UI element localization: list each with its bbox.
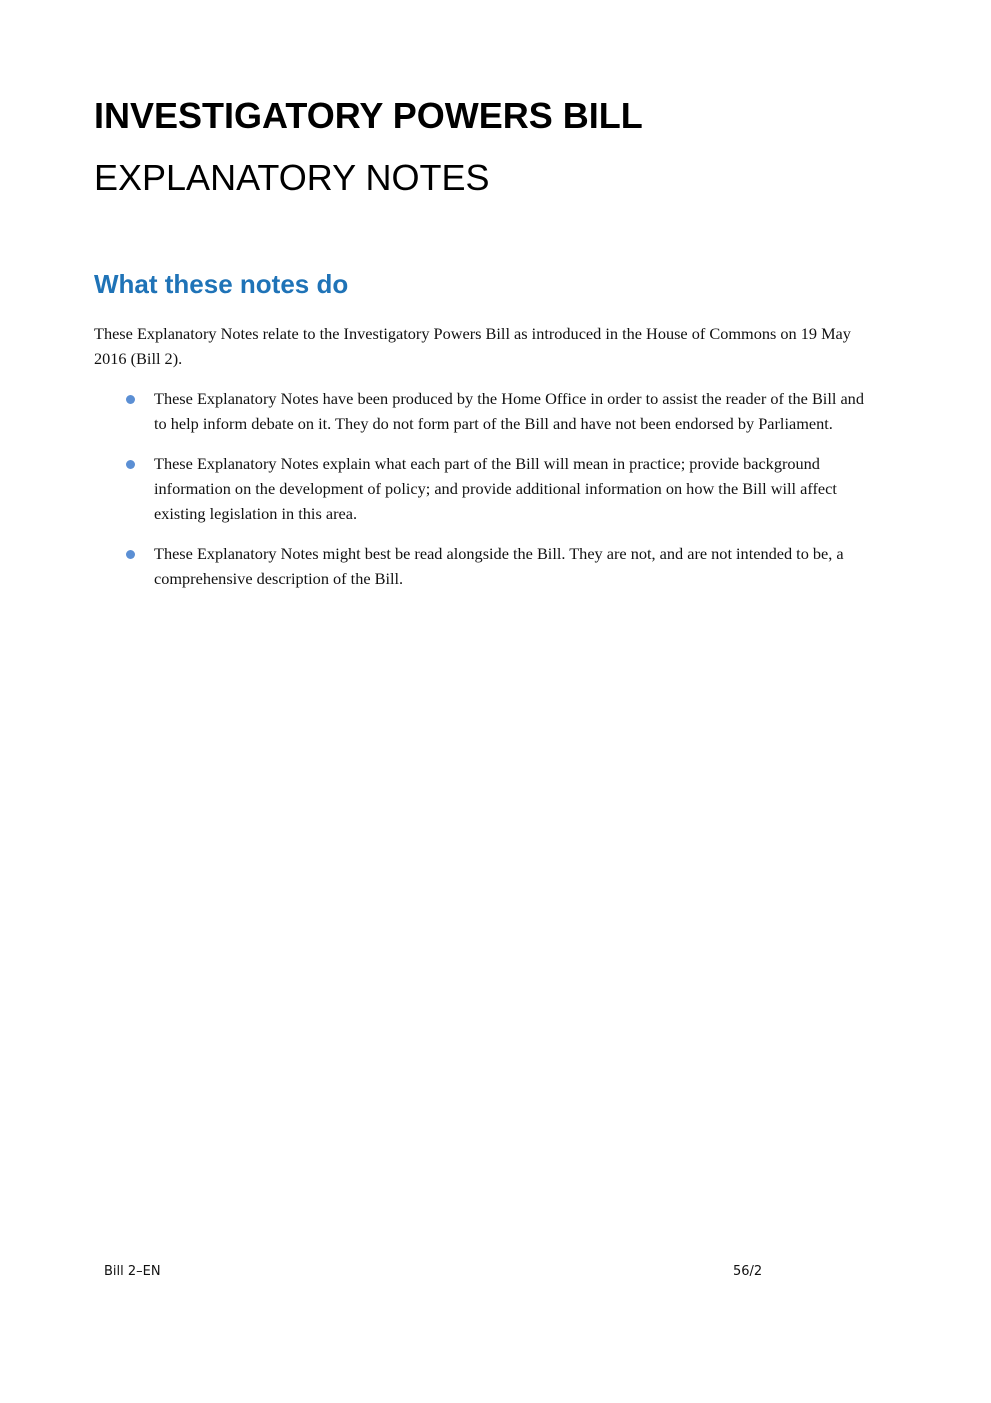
bullet-dot-icon <box>126 550 135 559</box>
bullet-item-3 <box>124 541 864 591</box>
bullet-dot-icon <box>126 395 135 404</box>
bullet-item-2 <box>124 451 864 526</box>
bullet-dot-icon <box>126 460 135 469</box>
footer-bill-reference: Bill 2–EN <box>104 1264 161 1279</box>
document-title: INVESTIGATORY POWERS BILL <box>94 95 643 136</box>
bullet-text-1: These Explanatory Notes have been produced by the Home Office in order to assist the reader of the Bill and to help inform debate on it. They do not form part of the Bill and have not been endorsed by Parliament. <box>154 389 864 433</box>
bullet-text-3: These Explanatory Notes might best be read alongside the Bill. They are not, and are not intended to be, a comprehensive description of the Bill. <box>154 544 844 588</box>
bullet-text-2: These Explanatory Notes explain what each part of the Bill will mean in practice; provide background information on the development of policy; and provide additional information on how the Bill will affect existing legislation in this area. <box>154 454 837 523</box>
section-heading: What these notes do <box>94 269 349 299</box>
intro-paragraph: These Explanatory Notes relate to the Investigatory Powers Bill as introduced in the House of Commons on 19 May 2016 (Bill 2). <box>94 324 851 368</box>
document-subtitle: EXPLANATORY NOTES <box>94 157 490 198</box>
bullet-list <box>124 386 864 606</box>
footer-page-reference: 56/2 <box>733 1264 763 1279</box>
bullet-item-1 <box>124 386 864 436</box>
